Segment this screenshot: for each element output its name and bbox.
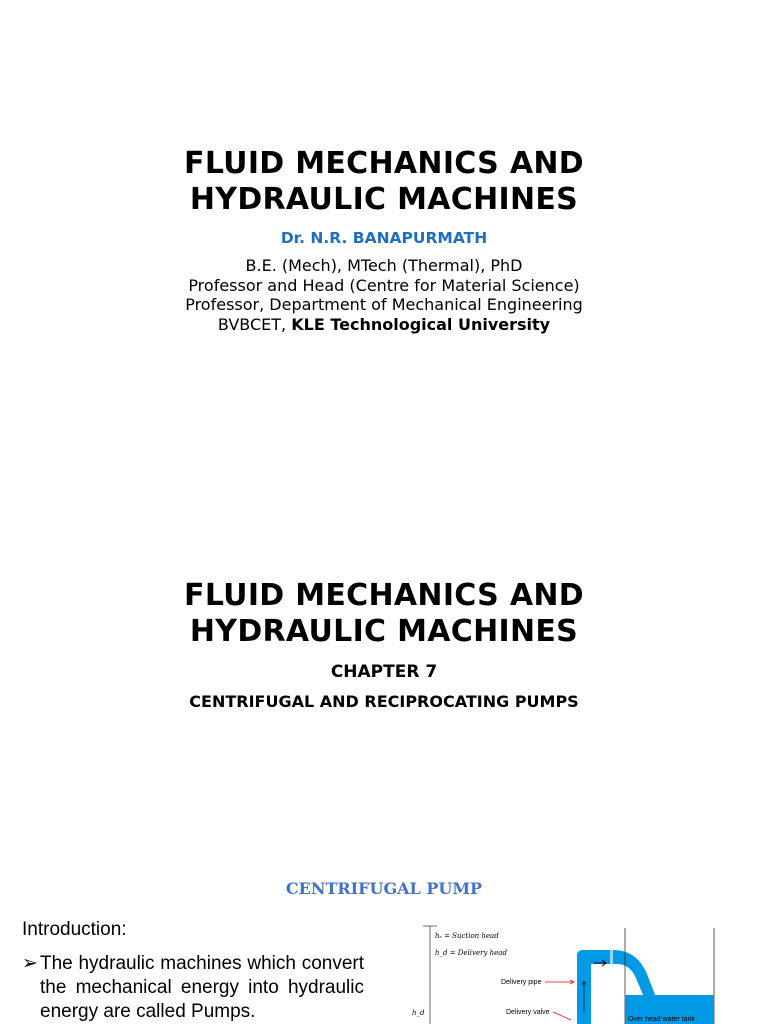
affiliation-prefix: BVBCET, <box>217 314 292 334</box>
course-title <box>0 146 768 218</box>
intro-label: Introduction: <box>22 919 127 940</box>
pump-diagram-svg <box>385 912 745 1024</box>
position-head: Professor and Head (Centre for Material Science) <box>188 275 580 295</box>
qualifications: B.E. (Mech), MTech (Thermal), PhD <box>245 256 523 275</box>
pipe-joint <box>610 950 613 972</box>
chapter-course-title-line2: HYDRAULIC MACHINES <box>189 614 579 649</box>
chapter-number: CHAPTER 7 <box>330 662 438 682</box>
author-name: Dr. N.R. BANAPURMATH <box>280 229 488 247</box>
chapter-course-title <box>0 578 768 650</box>
chapter-course-title-line1: FLUID MECHANICS AND <box>184 578 584 613</box>
chapter-slide <box>0 512 768 852</box>
bullet-arrow-icon: ➢ <box>22 953 38 974</box>
course-title-line2: HYDRAULIC MACHINES <box>189 182 579 217</box>
university-name: KLE Technological University <box>291 314 551 334</box>
tank-label: Over head water tank <box>628 1016 695 1023</box>
delivery-valve-pointer <box>553 1012 571 1020</box>
slide-heading: CENTRIFUGAL PUMP <box>285 879 483 898</box>
position-professor: Professor, Department of Mechanical Engineering <box>185 295 583 314</box>
centrifugal-pump-slide <box>0 852 768 1024</box>
legend-delivery-head: h_d = Delivery head <box>435 949 507 957</box>
bullet-item <box>22 952 364 1024</box>
pump-diagram <box>385 912 745 1024</box>
hd-label: h_d <box>412 1009 425 1017</box>
chapter-subtitle: CENTRIFUGAL AND RECIPROCATING PUMPS <box>189 692 579 711</box>
delivery-pipe-label: Delivery pipe <box>501 979 542 986</box>
author-details <box>0 256 768 334</box>
legend-suction-head: hₛ = Suction head <box>435 932 499 940</box>
course-title-line1: FLUID MECHANICS AND <box>184 146 584 181</box>
affiliation <box>0 315 768 335</box>
bullet-text: The hydraulic machines which convert the mechanical energy into hydraulic energy are called Pumps. <box>40 953 364 1022</box>
delivery-valve-label: Delivery valve <box>506 1009 550 1016</box>
